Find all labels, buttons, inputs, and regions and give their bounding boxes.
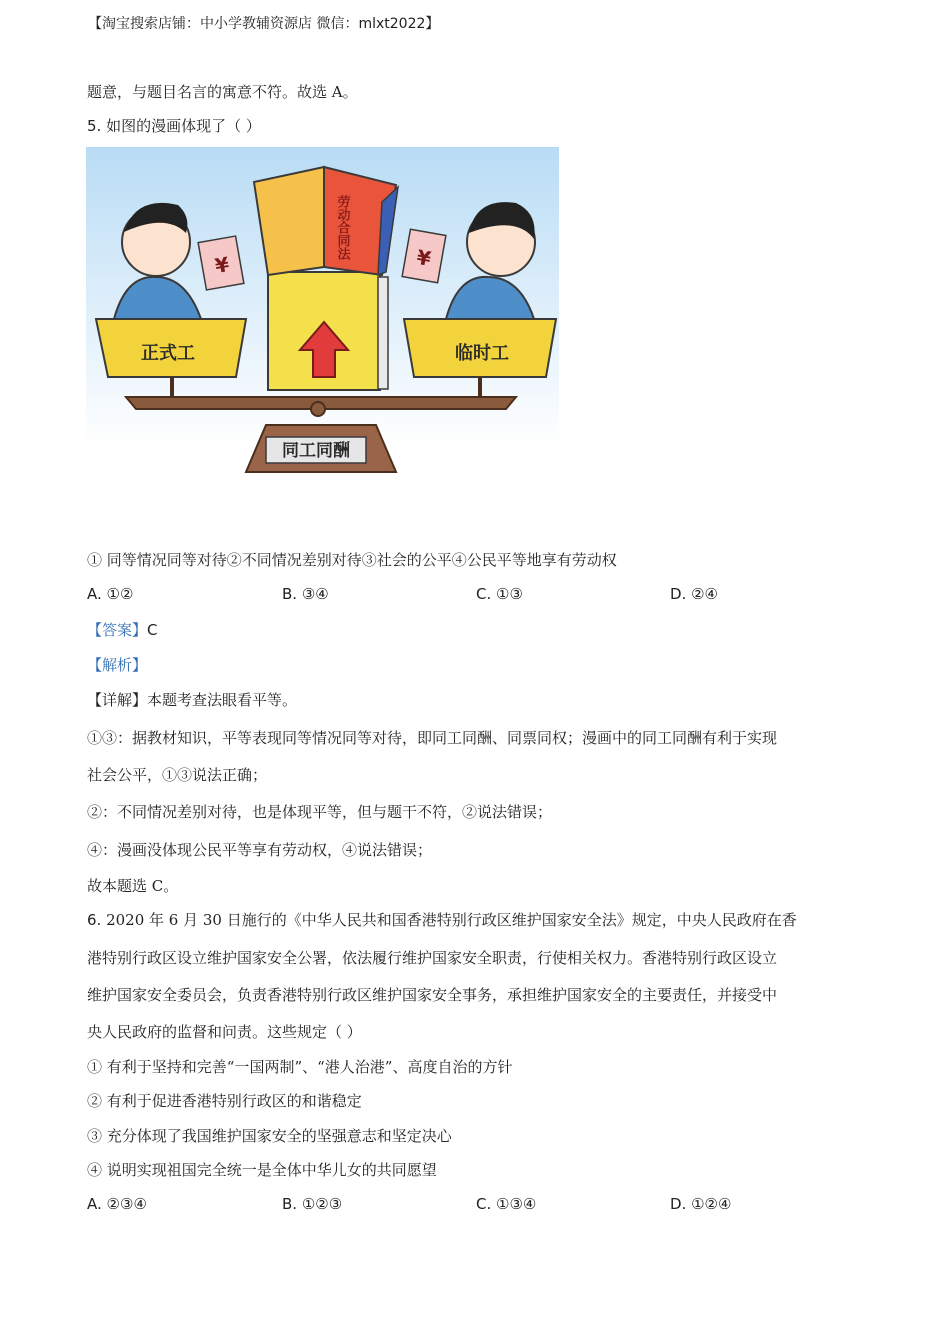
right-money-symbol: ¥ <box>414 244 433 272</box>
detail-label: 【详解】 <box>87 691 148 709</box>
q5-option-d[interactable] <box>670 584 718 604</box>
answer-label: 【答案】 <box>87 621 148 639</box>
q6-statement-1: ① 有利于坚持和完善“一国两制”、“港人治港”、高度自治的方针 <box>87 1058 513 1076</box>
book-title-label: 劳动合同法 <box>334 195 350 260</box>
option-letter: A. <box>87 585 102 603</box>
explanation-line: ②：不同情况差别对待，也是体现平等，但与题干不符，②说法错误； <box>87 803 553 821</box>
option-letter: B. <box>282 585 298 603</box>
q5-stem <box>87 116 261 136</box>
q6-stem-line-3: 维护国家安全委员会，负责香港特别行政区维护国家安全事务，承担维护国家安全的主要责任，并接受中 <box>87 986 778 1004</box>
option-letter: D. <box>670 1195 687 1213</box>
q5-number: 5. <box>87 117 102 135</box>
q6-number: 6. <box>87 911 102 929</box>
q6-statement-4: ④ 说明实现祖国完全统一是全体中华儿女的共同愿望 <box>87 1161 437 1179</box>
option-text: ①③④ <box>496 1195 537 1213</box>
q5-answer <box>87 620 158 640</box>
q6-statement-2: ② 有利于促进香港特别行政区的和谐稳定 <box>87 1092 362 1110</box>
option-text: ①② <box>106 585 134 603</box>
cartoon-image <box>86 147 559 477</box>
header-text: 【淘宝搜索店铺：中小学教辅资源店 微信：mlxt2022】 <box>88 16 440 32</box>
option-text: ③④ <box>301 585 329 603</box>
option-text: ②④ <box>691 585 719 603</box>
q6-option-b[interactable] <box>282 1194 342 1214</box>
q5-stem-text: 如图的漫画体现了（ ） <box>106 117 261 135</box>
q5-option-b[interactable] <box>282 584 329 604</box>
base-label: 同工同酬 <box>282 441 350 461</box>
q6-option-c[interactable] <box>476 1194 536 1214</box>
q6-option-a[interactable] <box>87 1194 147 1214</box>
q6-stem-text: 2020 年 6 月 30 日施行的《中华人民共和国香港特别行政区维护国家安全法》规定，中央人民政府在香 <box>106 911 797 929</box>
option-text: ①②③ <box>301 1195 343 1213</box>
explanation-line: 社会公平，①③说法正确； <box>87 766 268 784</box>
q5-option-a[interactable] <box>87 584 133 604</box>
option-letter: C. <box>476 1195 492 1213</box>
q6-stem-line-2: 港特别行政区设立维护国家安全公署，依法履行维护国家安全职责，行使相关权力。香港特别行政区设立 <box>87 949 778 967</box>
q5-statements: ① 同等情况同等对待②不同情况差别对待③社会的公平④公民平等地享有劳动权 <box>87 551 617 569</box>
q6-option-d[interactable] <box>670 1194 731 1214</box>
q6-statement-3: ③ 充分体现了我国维护国家安全的坚强意志和坚定决心 <box>87 1127 452 1145</box>
explanation-line: 故本题选 C。 <box>87 877 179 895</box>
explanation-line: ①③：据教材知识，平等表现同等情况同等对待，即同工同酬、同票同权；漫画中的同工同酬有利于实现 <box>87 729 778 747</box>
option-text: ②③④ <box>106 1195 147 1213</box>
left-pan-label: 正式工 <box>141 343 195 364</box>
option-text: ①②④ <box>691 1195 732 1213</box>
scale-pivot <box>311 402 325 416</box>
option-letter: B. <box>282 1195 298 1213</box>
option-letter: A. <box>87 1195 102 1213</box>
option-letter: C. <box>476 585 492 603</box>
q5-option-c[interactable] <box>476 584 523 604</box>
explanation-line: ④：漫画没体现公民平等享有劳动权，④说法错误； <box>87 841 433 859</box>
option-letter: D. <box>670 585 687 603</box>
option-text: ①③ <box>496 585 523 603</box>
right-pan-label: 临时工 <box>455 343 509 364</box>
q6-stem-line-4: 央人民政府的监督和问责。这些规定（ ） <box>87 1023 362 1041</box>
q6-stem-line-1 <box>87 910 797 930</box>
analysis-label: 【解析】 <box>87 656 148 674</box>
answer-value: C <box>147 621 158 639</box>
q5-detail <box>87 690 297 710</box>
previous-question-tail: 题意，与题目名言的寓意不符。故选 A。 <box>87 83 358 101</box>
detail-intro: 本题考查法眼看平等。 <box>147 691 298 709</box>
left-money-symbol: ¥ <box>213 251 231 279</box>
